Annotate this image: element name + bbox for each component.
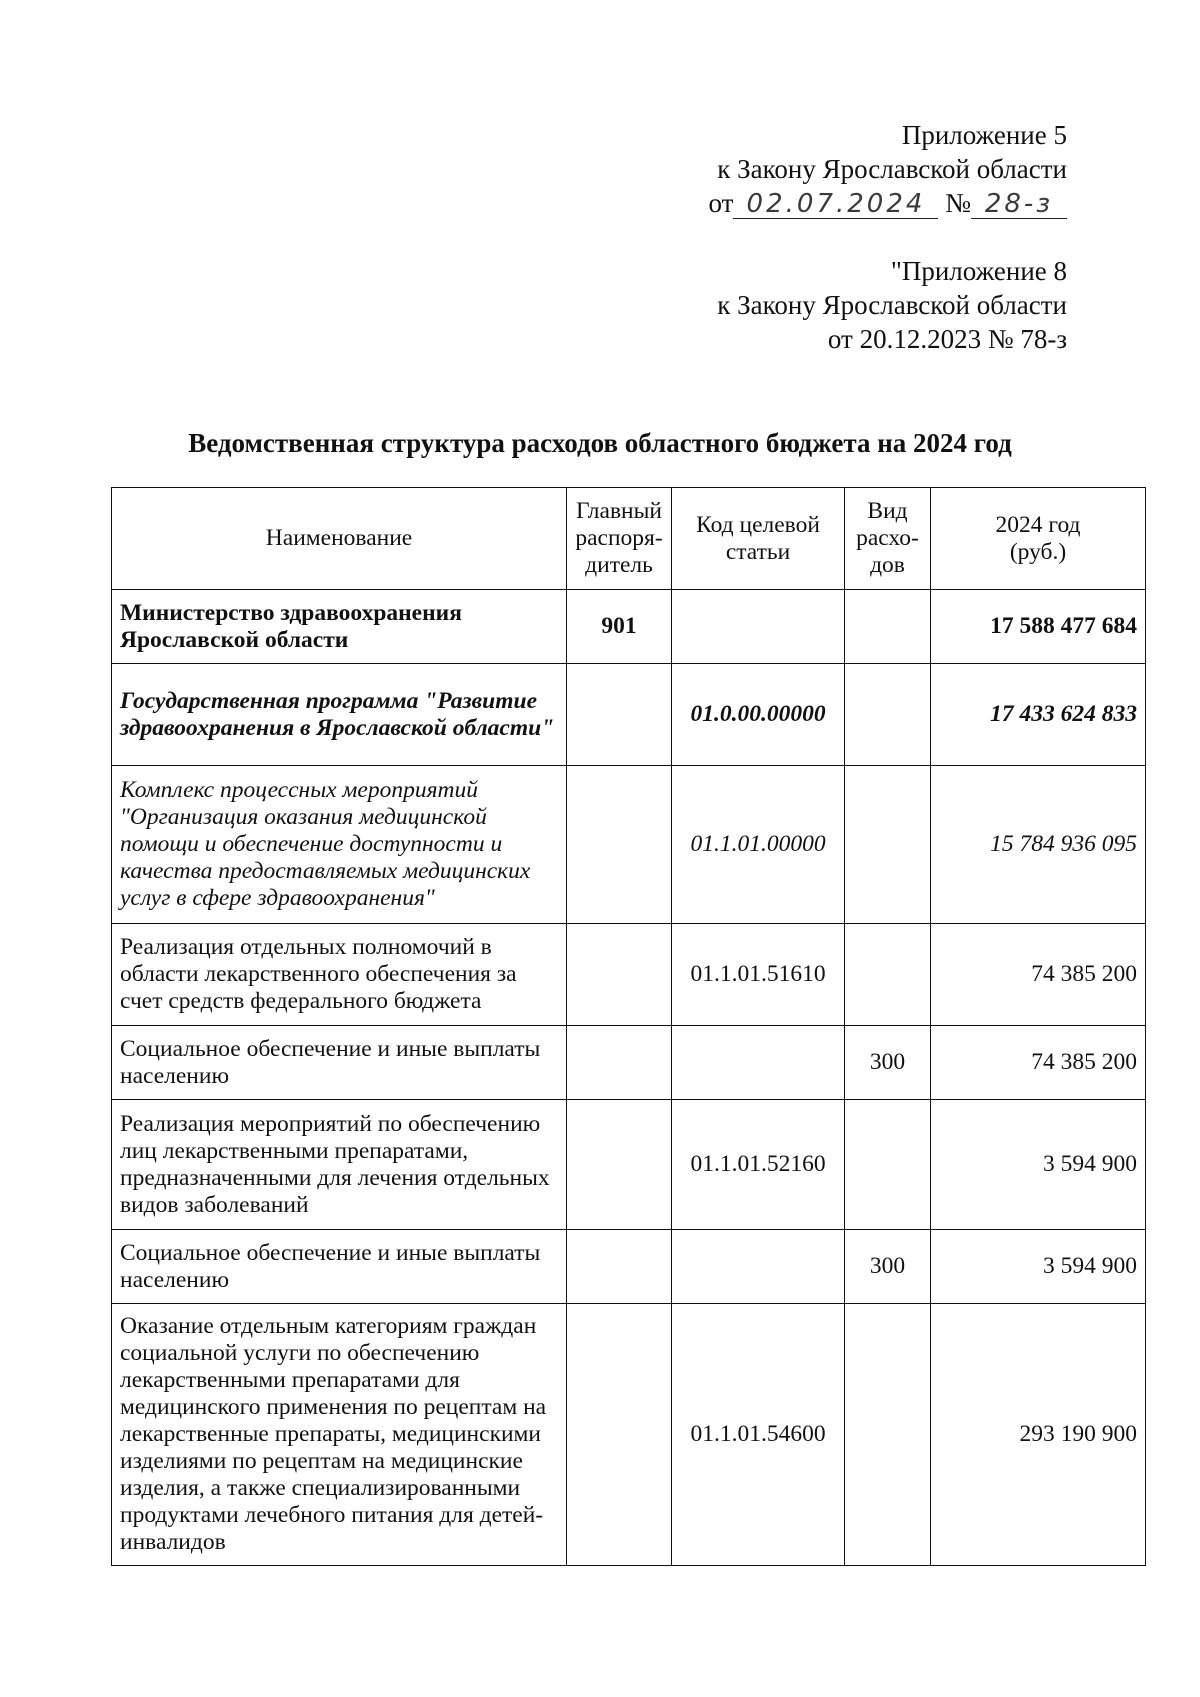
- row-holder: 901: [567, 590, 672, 664]
- header-holder-line-3: дитель: [585, 552, 653, 578]
- row-amount: 17 588 477 684: [931, 590, 1146, 664]
- header-holder: [567, 488, 672, 590]
- row-holder: [567, 766, 672, 924]
- row-holder: [567, 1026, 672, 1100]
- handwritten-date: 02.07.2024: [733, 190, 938, 219]
- row-type: [845, 924, 931, 1026]
- row-code: 01.1.01.52160: [672, 1100, 845, 1230]
- table-row: [112, 1230, 1146, 1304]
- row-amount: 17 433 624 833: [931, 664, 1146, 766]
- original-appendix-line-1: "Приложение 8: [890, 256, 1067, 286]
- row-holder: [567, 1230, 672, 1304]
- header-amount-line-2: (руб.): [1009, 538, 1067, 565]
- table-row: [112, 924, 1146, 1026]
- header-name: Наименование: [112, 488, 567, 590]
- row-code: 01.0.00.00000: [672, 664, 845, 766]
- header-code-line-1: Код целевой: [696, 511, 820, 538]
- header-amount-line-1: 2024 год: [995, 511, 1081, 538]
- original-appendix-line-3: от 20.12.2023 № 78-з: [827, 324, 1067, 354]
- appendix-line-2: к Закону Ярославской области: [717, 154, 1067, 184]
- row-name: Министерство здравоохранения Ярославской области: [112, 590, 567, 664]
- row-amount: 74 385 200: [931, 924, 1146, 1026]
- row-name: Комплекс процессных мероприятий "Организация оказания медицинской помощи и обеспечение доступности и качества предоставляемых медицинских услуг в сфере здравоохранения": [112, 766, 567, 924]
- row-type: 300: [845, 1230, 931, 1304]
- budget-table: [111, 487, 1146, 1566]
- row-amount: 15 784 936 095: [931, 766, 1146, 924]
- table-row: [112, 766, 1146, 924]
- row-holder: [567, 1100, 672, 1230]
- row-code: 01.1.01.54600: [672, 1304, 845, 1566]
- document-title: Ведомственная структура расходов областного бюджета на 2024 год: [188, 428, 1012, 458]
- table-row: [112, 1304, 1146, 1566]
- row-code: 01.1.01.00000: [672, 766, 845, 924]
- row-name: Социальное обеспечение и иные выплаты населению: [112, 1026, 567, 1100]
- appendix-header: [709, 118, 1067, 356]
- row-type: [845, 590, 931, 664]
- header-amount: [931, 488, 1146, 590]
- row-type: 300: [845, 1026, 931, 1100]
- row-type: [845, 1100, 931, 1230]
- row-type: [845, 1304, 931, 1566]
- header-code: [672, 488, 845, 590]
- row-name: Реализация отдельных полномочий в области лекарственного обеспечения за счет средств федерального бюджета: [112, 924, 567, 1026]
- row-amount: 293 190 900: [931, 1304, 1146, 1566]
- row-holder: [567, 1304, 672, 1566]
- number-prefix: №: [945, 188, 971, 218]
- row-code: 01.1.01.51610: [672, 924, 845, 1026]
- row-amount: 74 385 200: [931, 1026, 1146, 1100]
- table-row: [112, 1026, 1146, 1100]
- row-code: [672, 1230, 845, 1304]
- row-type: [845, 766, 931, 924]
- header-type-line-2: расхо-: [856, 525, 919, 551]
- handwritten-number: 28-з: [971, 190, 1067, 219]
- header-type-line-3: дов: [870, 552, 905, 578]
- table-row: [112, 590, 1146, 664]
- appendix-line-1: Приложение 5: [901, 120, 1067, 150]
- row-type: [845, 664, 931, 766]
- row-amount: 3 594 900: [931, 1230, 1146, 1304]
- row-name: Государственная программа "Развитие здравоохранения в Ярославской области": [112, 664, 567, 766]
- header-holder-line-1: Главный: [575, 498, 662, 524]
- table-row: [112, 1100, 1146, 1230]
- header-code-line-2: статьи: [725, 538, 791, 565]
- date-prefix: от: [708, 188, 734, 218]
- row-amount: 3 594 900: [931, 1100, 1146, 1230]
- header-type-line-1: Вид: [867, 498, 908, 524]
- row-code: [672, 590, 845, 664]
- row-name: Оказание отдельным категориям граждан социальной услуги по обеспечению лекарственными препаратами для медицинского применения по рецептам на лекарственные препараты, медицинскими изделиями по рецептам на медицинские изделия, а также специализированными продуктами лечебного питания для детей-инвалидов: [112, 1304, 567, 1566]
- header-holder-line-2: распоря-: [575, 525, 663, 551]
- row-code: [672, 1026, 845, 1100]
- row-name: Социальное обеспечение и иные выплаты населению: [112, 1230, 567, 1304]
- table-row: [112, 664, 1146, 766]
- original-appendix-line-2: к Закону Ярославской области: [717, 290, 1067, 320]
- row-name: Реализация мероприятий по обеспечению лиц лекарственными препаратами, предназначенными для лечения отдельных видов заболеваний: [112, 1100, 567, 1230]
- row-holder: [567, 664, 672, 766]
- appendix-date-line: [709, 186, 1067, 220]
- table-header-row: [112, 488, 1146, 590]
- row-holder: [567, 924, 672, 1026]
- header-type: [845, 488, 931, 590]
